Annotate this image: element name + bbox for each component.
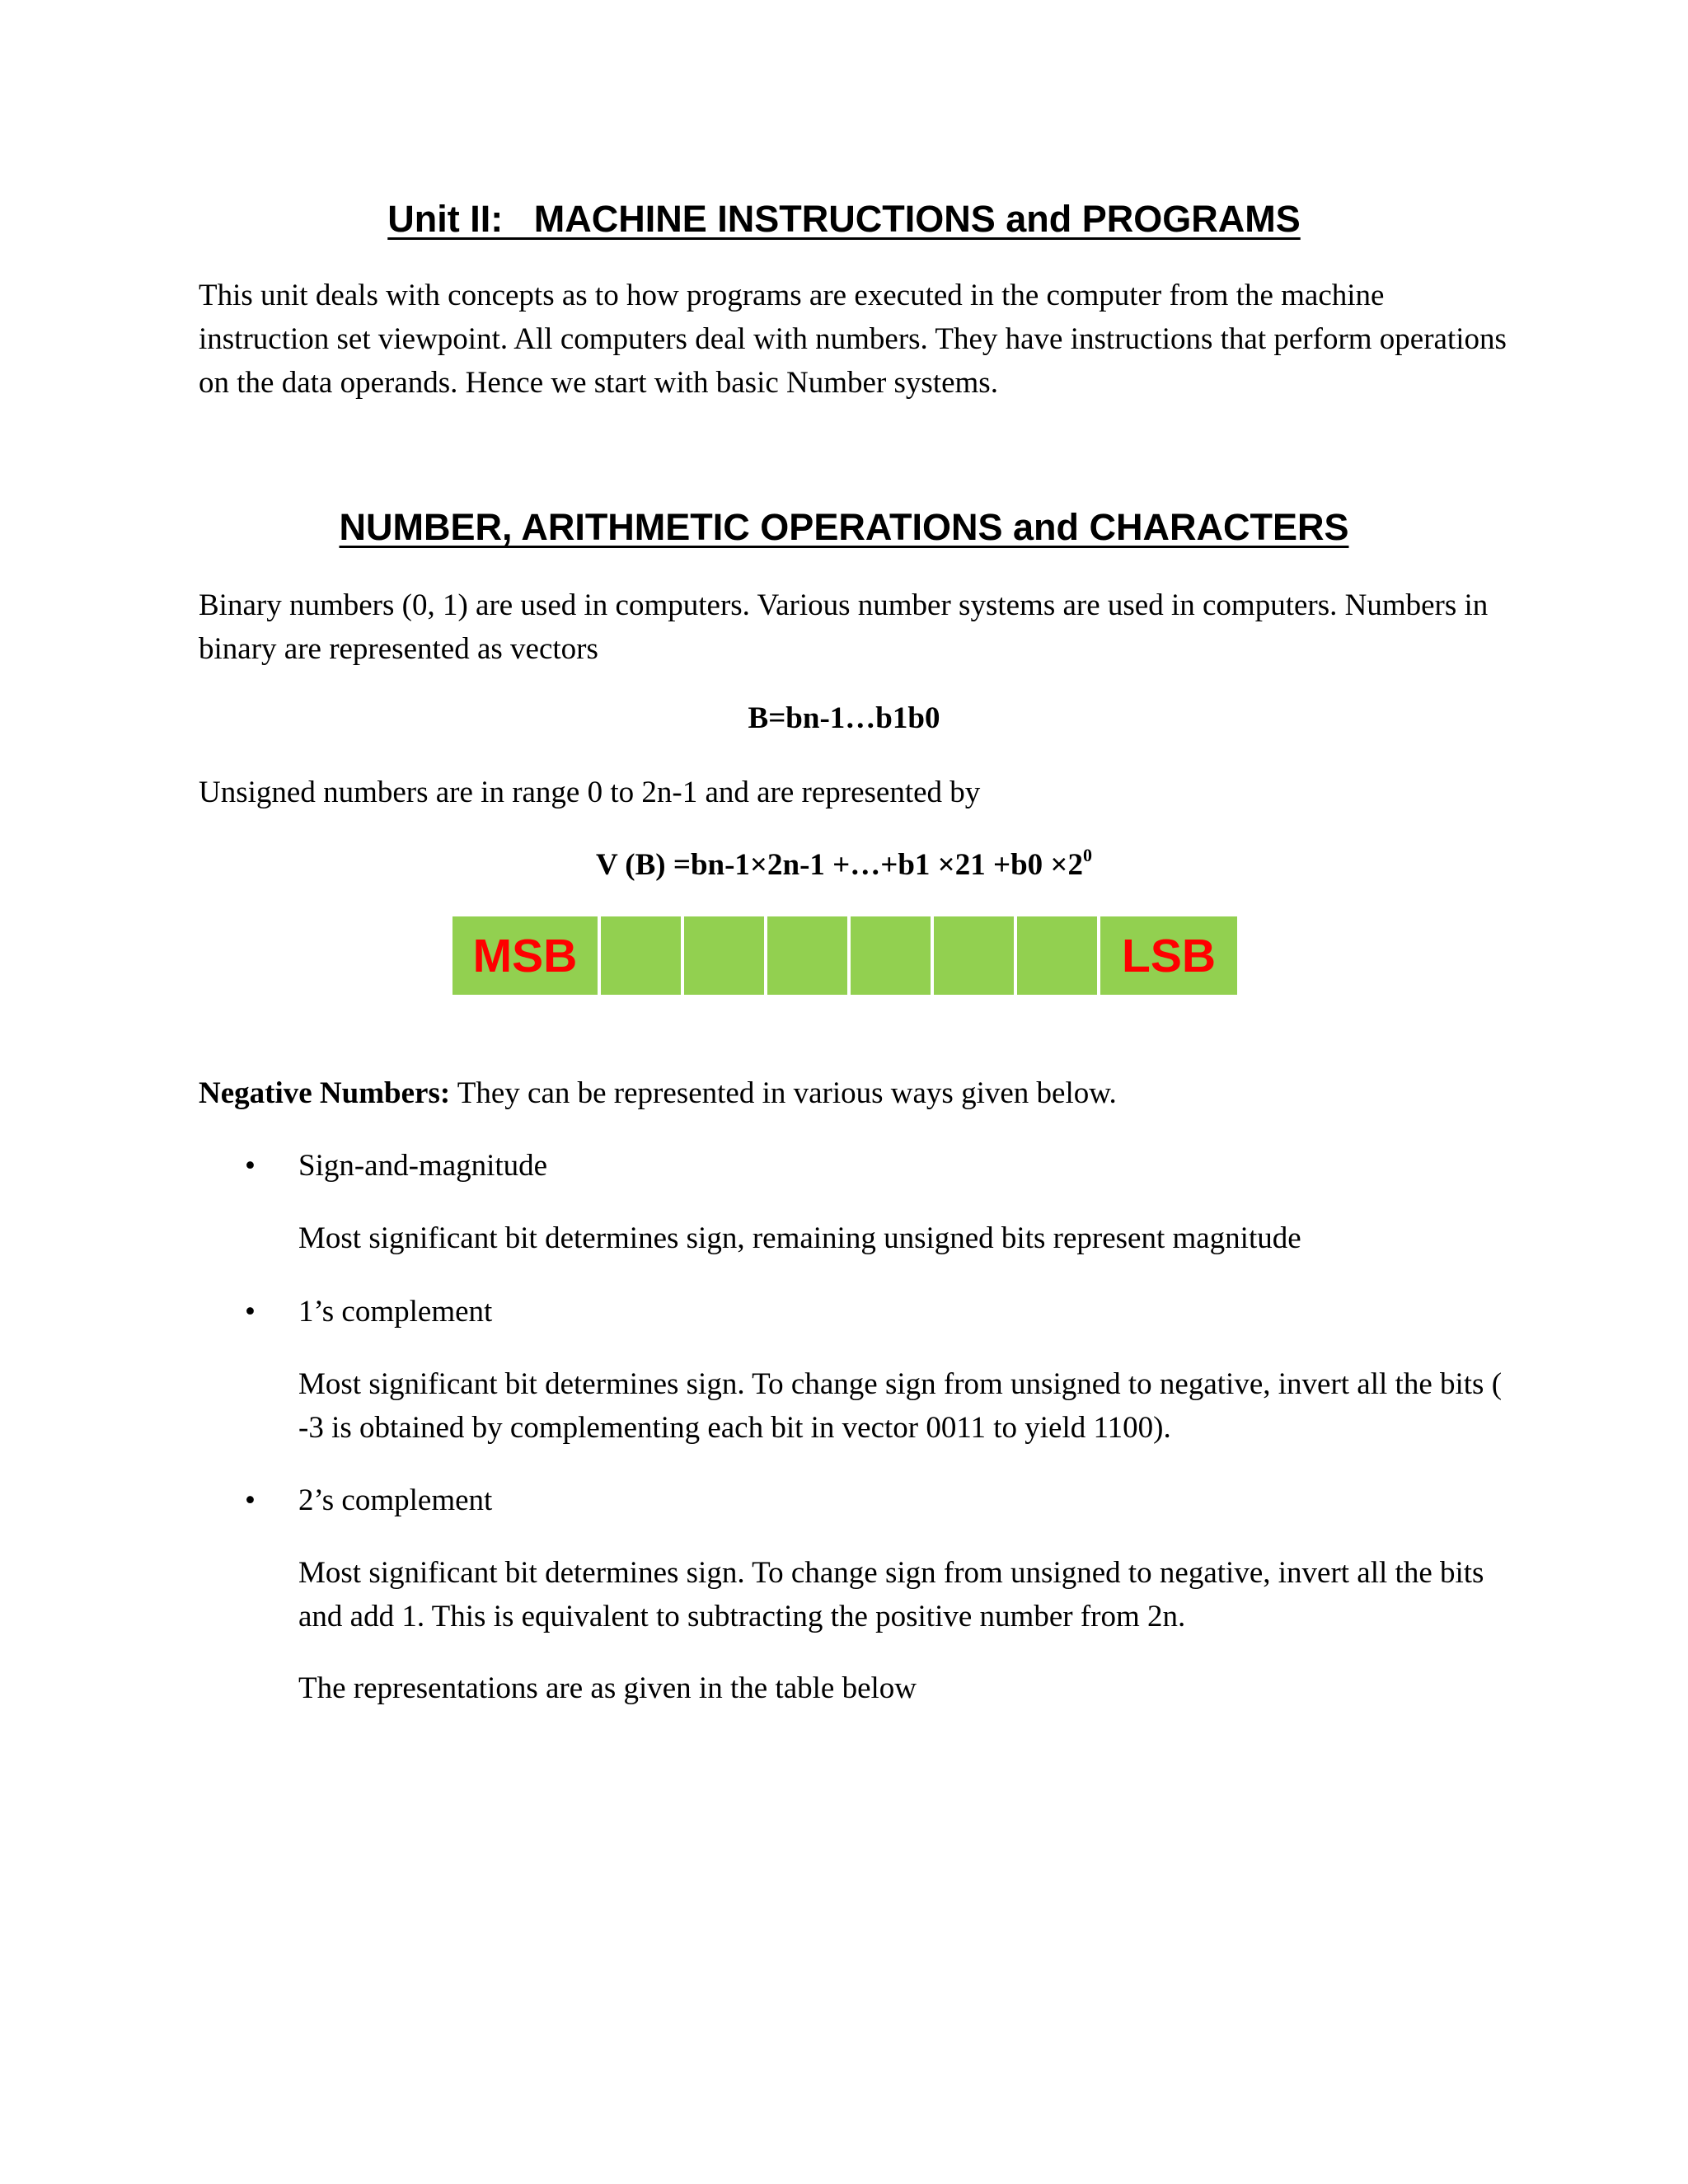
bit-cell [767,916,847,995]
value-formula [0,845,1688,883]
negative-numbers-label: Negative Numbers: [199,1076,451,1110]
vector-formula: B=bn-1…b1b0 [748,701,940,735]
method-description: Most significant bit determines sign. To change sign from unsigned to negative, invert all the bits and add 1. This is equivalent to subtracting the positive number from 2n. [298,1556,1484,1633]
value-formula-text: V (B) =bn-1×2n-1 +…+b1 ×21 +b0 ×2 [596,848,1083,882]
closing-line: The representations are as given in the table below [298,1671,917,1705]
method-description: Most significant bit determines sign, remaining unsigned bits represent magnitude [298,1221,1301,1255]
negative-numbers-text: They can be represented in various ways given below. [450,1076,1117,1110]
bit-cell [601,916,681,995]
lsb-cell: LSB [1100,916,1237,995]
method-name: Sign-and-magnitude [298,1149,548,1183]
bit-cell [851,916,931,995]
bit-vector-diagram [452,916,1237,995]
method-name: 2’s complement [298,1483,493,1517]
bit-cell [684,916,764,995]
binary-paragraph: Binary numbers (0, 1) are used in computers. Various number systems are used in computers. Numbers in binary are represented as vectors [199,588,1489,666]
value-formula-exponent: 0 [1083,845,1092,865]
unit-heading: Unit II: MACHINE INSTRUCTIONS and PROGRAMS [387,198,1301,240]
negative-numbers-paragraph [199,1071,1517,1115]
bit-cell [1017,916,1097,995]
method-description: Most significant bit determines sign. To change sign from unsigned to negative, invert all the bits ( -3 is obtained by complementing each bit in vector 0011 to yield 1100). [298,1367,1503,1445]
bullet-icon: • [245,1149,256,1183]
method-name: 1’s complement [298,1295,493,1329]
bullet-icon: • [245,1295,256,1329]
bit-cell [934,916,1014,995]
unsigned-paragraph: Unsigned numbers are in range 0 to 2n-1 and are represented by [199,776,981,809]
section-heading: NUMBER, ARITHMETIC OPERATIONS and CHARACTERS [339,506,1349,548]
intro-paragraph: This unit deals with concepts as to how programs are executed in the computer from the machine instruction set viewpoint. All computers deal with numbers. They have instructions that perform operations on the data operands. Hence we start with basic Number systems. [199,279,1507,400]
msb-cell: MSB [452,916,598,995]
bullet-icon: • [245,1483,256,1517]
